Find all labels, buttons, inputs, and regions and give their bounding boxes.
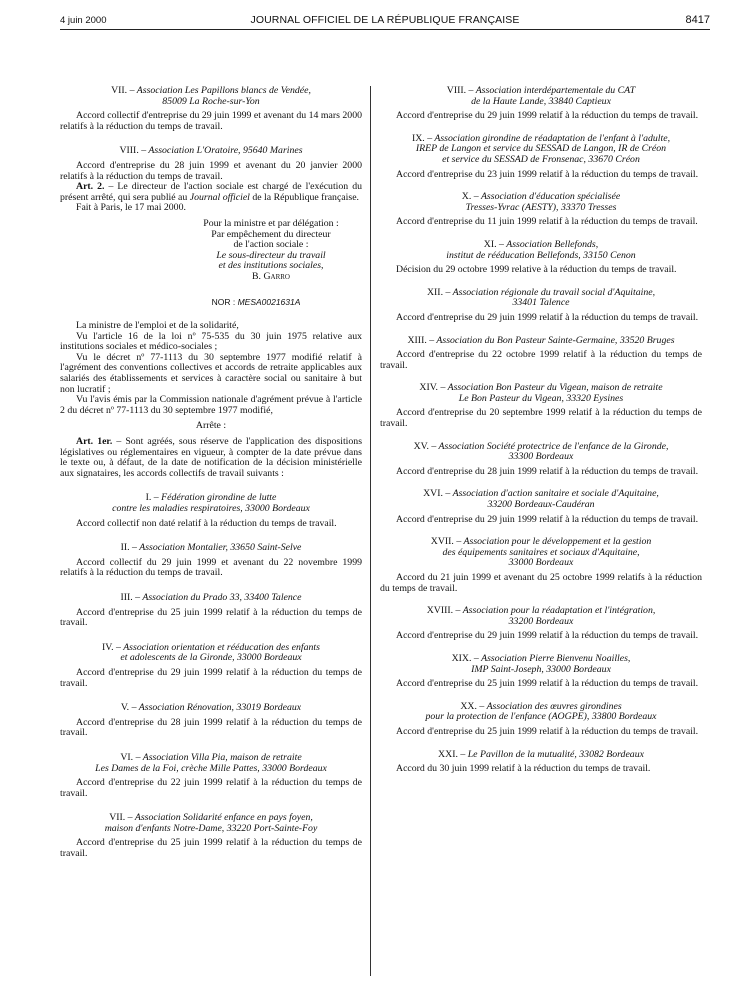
nor-reference: NOR : MESA0021631A — [211, 296, 301, 307]
section-text: Accord d'entreprise du 28 juin 1999 relatif à la réduction du temps de travail. — [396, 465, 699, 477]
section-text: Accord collectif d'entreprise du 29 juin 1999 et avenant du 14 mars 2000 relatifs à la réduction du temps de travail. — [60, 110, 362, 132]
page-header — [60, 13, 710, 27]
section-text: Accord d'entreprise du 29 juin 1999 relatif à la réduction du temps de travail. — [396, 513, 699, 525]
preamble-text: Vu l'article 16 de la loi nº 75-535 du 30 juin 1975 relative aux institutions sociales et médico-sociales ; — [60, 330, 362, 353]
article-1: Art. 1er. – Sont agréés, sous réserve de l'application des dispositions législatives ou réglementaires en vigueur, à compter de la date prévue dans le texte ou, à défaut, de la date de notification de la décision ministérielle aux signataires, les accords collectifs de travail suivants : — [60, 436, 363, 479]
section-title: XIX. – Association Pierre Bienvenu Noailles, IMP Saint-Joseph, 33000 Bordeaux — [451, 652, 631, 675]
left-column — [60, 86, 362, 860]
arrete-label: Arrête : — [195, 420, 227, 432]
right-column — [380, 86, 702, 775]
section-text: Accord d'entreprise du 11 juin 1999 relatif à la réduction du temps de travail. — [396, 216, 698, 228]
section-text: Accord d'entreprise du 22 octobre 1999 relatif à la réduction du temps de travail. — [380, 349, 702, 371]
article-2: Art. 2. – Le directeur de l'action sociale est chargé de l'exécution du présent arrêté, qui sera publié au Journal officiel de la République française. — [60, 181, 362, 203]
section-title: XV. – Association Société protectrice de l'enfance de la Gironde, 33300 Bordeaux — [413, 440, 669, 463]
section-title: II. – Association Montalier, 33650 Saint-Selve — [120, 542, 302, 554]
section-text: Accord d'entreprise du 28 juin 1999 relatif à la réduction du temps de travail. — [60, 716, 362, 739]
section-text: Accord d'entreprise du 20 septembre 1999 relatif à la réduction du temps de travail. — [380, 407, 702, 430]
section-title: XVI. – Association d'action sanitaire et sociale d'Aquitaine, 33200 Bordeaux-Caudéran — [423, 488, 659, 511]
section-title: XI. – Association Bellefonds, institut de rééducation Bellefonds, 33150 Cenon — [446, 238, 636, 261]
signature-block: Pour la ministre et par délégation : Par empêchement du directeur de l'action sociale : Le sous-directeur du travail et des institutions sociales, B. Garro — [203, 217, 339, 282]
section-title: XVII. – Association pour le développement et la gestion des équipements sanitaires et sociaux d'Aquitaine, 33000 Bordeaux — [430, 536, 652, 569]
section-text: Accord d'entreprise du 25 juin 1999 relatif à la réduction du temps de travail. — [396, 678, 699, 690]
preamble-text: La ministre de l'emploi et de la solidarité, — [76, 320, 239, 332]
section-title: VIII. – Association interdépartementale du CAT de la Haute Lande, 33840 Captieux — [446, 85, 636, 107]
section-title: VII. – Association Solidarité enfance en pays foyen, maison d'enfants Notre-Dame, 33220 Port-Sainte-Foy — [104, 812, 318, 834]
section-text: Accord d'entreprise du 28 juin 1999 et avenant du 20 janvier 2000 relatifs à la réduction du temps de travail. — [60, 159, 362, 182]
section-text: Accord d'entreprise du 29 juin 1999 relatif à la réduction du temps de travail. — [396, 311, 699, 323]
section-title: XXI. – Le Pavillon de la mutualité, 33082 Bordeaux — [438, 748, 644, 760]
section-text: Accord collectif non daté relatif à la réduction du temps de travail. — [76, 517, 337, 529]
section-title: XX. – Association des œuvres girondines pour la protection de l'enfance (AOGPE), 33800 Bordeaux — [425, 700, 657, 723]
section-title: X. – Association d'éducation spécialisée Tresses-Yvrac (AESTY), 33370 Tresses — [461, 191, 621, 213]
section-title: XIV. – Association Bon Pasteur du Vigean, maison de retraite Le Bon Pasteur du Vigean, 33320 Eysines — [419, 382, 663, 404]
section-title: IX. – Association girondine de réadaptation de l'enfant à l'adulte, IREP de Langon et service du SESSAD de Langon, IR de Créon et service du SESSAD de Fronsenac, 33670 Créon — [411, 132, 671, 165]
section-text: Accord d'entreprise du 25 juin 1999 relatif à la réduction du temps de travail. — [60, 837, 362, 860]
section-text: Accord d'entreprise du 29 juin 1999 relatif à la réduction du temps de travail. — [396, 630, 699, 642]
section-title: VIII. – Association L'Oratoire, 95640 Marines — [119, 145, 303, 157]
section-title: XII. – Association régionale du travail social d'Aquitaine, 33401 Talence — [426, 286, 656, 309]
section-text: Décision du 29 octobre 1999 relative à la réduction du temps de travail. — [396, 264, 677, 276]
section-text: Accord du 30 juin 1999 relatif à la réduction du temps de travail. — [396, 763, 651, 775]
section-title: IV. – Association orientation et rééducation des enfants et adolescents de la Gironde, 33000 Bordeaux — [102, 641, 320, 664]
section-text: Accord d'entreprise du 25 juin 1999 relatif à la réduction du temps de travail. — [396, 725, 699, 737]
preamble-text: Vu le décret nº 77-1113 du 30 septembre 1977 modifié relatif à l'agrément des conventions collectives et accords de retraite applicables aux salariés des établissements et services à caractère social ou sanitaire à but non lucratif ; — [60, 351, 362, 395]
section-text: Accord collectif du 29 juin 1999 et avenant du 22 novembre 1999 relatifs à la réduction du temps de travail. — [60, 556, 362, 579]
preamble-text: Vu l'avis émis par la Commission nationale d'agrément prévue à l'article 2 du décret nº 77-1113 du 30 septembre 1977 modifié, — [60, 394, 362, 416]
journal-title: JOURNAL OFFICIEL DE LA RÉPUBLIQUE FRANÇAISE — [250, 14, 520, 26]
section-text: Accord d'entreprise du 25 juin 1999 relatif à la réduction du temps de travail. — [60, 606, 362, 629]
section-title: VI. – Association Villa Pia, maison de retraite Les Dames de la Foi, crèche Mille Pattes, 33000 Bordeaux — [95, 751, 327, 774]
section-text: Accord d'entreprise du 22 juin 1999 relatif à la réduction du temps de travail. — [60, 777, 362, 799]
section-title: V. – Association Rénovation, 33019 Bordeaux — [120, 702, 302, 714]
section-text: Accord d'entreprise du 29 juin 1999 relatif à la réduction du temps de travail. — [396, 110, 699, 122]
fait-a-paris: Fait à Paris, le 17 mai 2000. — [76, 202, 186, 214]
page-number: 8417 — [685, 14, 710, 26]
section-text: Accord d'entreprise du 29 juin 1999 relatif à la réduction du temps de travail. — [60, 666, 362, 689]
section-text: Accord d'entreprise du 23 juin 1999 relatif à la réduction du temps de travail. — [396, 168, 699, 180]
column-divider — [370, 86, 371, 976]
issue-date: 4 juin 2000 — [60, 15, 107, 26]
header-rule — [60, 29, 710, 30]
section-text: Accord du 21 juin 1999 et avenant du 25 octobre 1999 relatifs à la réduction du temps de travail. — [380, 572, 702, 594]
section-title: VII. – Association Les Papillons blancs de Vendée, 85009 La Roche-sur-Yon — [111, 85, 311, 107]
section-title: I. – Fédération girondine de lutte contre les maladies respiratoires, 33000 Bordeaux — [112, 492, 310, 514]
section-title: XIII. – Association du Bon Pasteur Sainte-Germaine, 33520 Bruges — [407, 334, 675, 346]
section-title: XVIII. – Association pour la réadaptation et l'intégration, 33200 Bordeaux — [426, 605, 656, 627]
section-title: III. – Association du Prado 33, 33400 Talence — [120, 591, 302, 603]
